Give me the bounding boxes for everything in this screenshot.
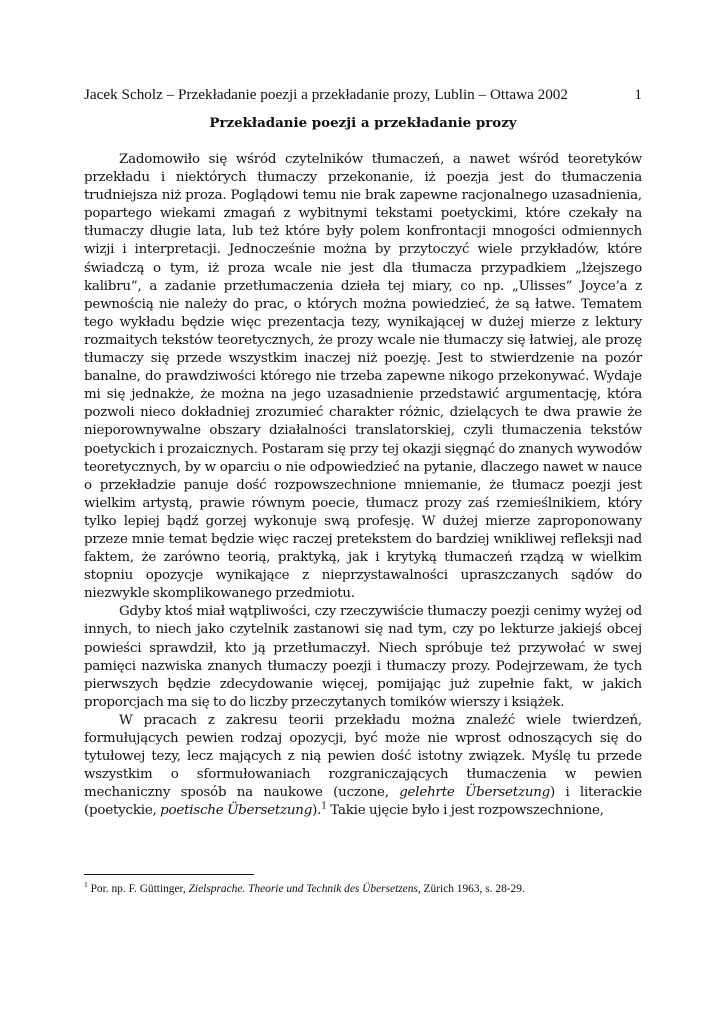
footnote-marker: 1 bbox=[84, 880, 88, 890]
term-poetische-ubersetzung: poetische Übersetzung bbox=[160, 803, 313, 819]
footnote-cited-title: Zielsprache. Theorie und Technik des Übersetzens bbox=[188, 883, 418, 895]
paragraph-3-close: ). bbox=[312, 803, 322, 819]
running-header bbox=[84, 85, 642, 104]
paragraph-1: Zadomowiło się wśród czytelników tłumaczeń, a nawet wśród teoretyków przekładu i niektórych tłumaczy przekonanie, iż poezja jest do tłumaczenia trudniejsza niż proza. Poglądowi temu nie brak zapewne racjonalnego uzasadnienia, popartego wiekami zmagań z wybitnymi tekstami poetyckimi, które czekały na tłumaczy długie lata, lub też które były polem konfrontacji mnogości odmiennych wizji i interpretacji. Jednocześnie można by przytoczyć wiele przykładów, które świadczą o tym, iż proza wcale nie jest dla tłumacza przypadkiem „lżejszego kalibru”, a zadanie przetłumaczenia dzieła tej miary, co np. „Ulisses” Joyce’a z pewnością nie należy do prac, o których można powiedzieć, że są łatwe. Tematem tego wykładu będzie więc prezentacja tezy, wynikającej w dużej mierze z lektury rozmaitych tekstów teoretycznych, że prozy wcale nie tłumaczy się łatwiej, ale prozę tłumaczy się przede wszystkim inaczej niż poezję. Jest to stwierdzenie na pozór banalne, do prawdziwości którego nie trzeba zapewne nikogo przekonywać. Wydaje mi się jednakże, że można na jego uzasadnienie przedstawić argumentację, która pozwoli nieco dokładniej zrozumieć charakter różnic, dzielących te dwa prawie że nieporownywalne obszary działalności translatorskiej, czyli tłumaczenia tekstów poetyckich i prozaicznych. Postaram się przy tej okazji sięgnąć do znanych wywodów teoretycznych, by w oparciu o nie odpowiedzieć na pytanie, dlaczego nawet w nauce o przekładzie panuje dość rozpowszechnione mniemanie, że tłumacz poezji jest wielkim artystą, prawie równym poecie, tłumacz prozy zaś rzemieślnikiem, który tylko lepiej bądź gorzej wykonuje swą profesję. W dużej mierze zaproponowany przeze mnie temat będzie więc raczej pretekstem do bardziej wnikliwej refleksji nad faktem, że zarówno teorią, praktyką, jak i krytyką tłumaczeń rządzą w wielkim stopniu opozycje wynikające z nieprzystawalności upraszczanych sądów do niezwykle skomplikowanego przedmiotu. bbox=[84, 152, 642, 602]
document-page bbox=[84, 85, 642, 820]
page-number: 1 bbox=[634, 86, 642, 103]
paragraph-3-text: W pracach z zakresu teorii przekładu można znaleźć wiele twierdzeń, formułujących pewien rodzaj opozycji, być może nie wprost odnoszących się do tytułowej tezy, lecz mających z nią pewien dość istotny związek. Myślę tu przede wszystkim o sformułowaniach rozgraniczających tłumaczenia w pewien mechaniczny sposób na naukowe (uczone, bbox=[84, 712, 642, 801]
paragraph-3 bbox=[84, 712, 642, 821]
footnote-prefix: Por. np. F. Güttinger, bbox=[87, 883, 189, 895]
footnote-reference[interactable]: 1 bbox=[321, 801, 327, 812]
term-gelehrte-ubersetzung: gelehrte Übersetzung bbox=[399, 785, 551, 801]
paragraph-3-text-end: Takie ujęcie było i jest rozpowszechnione, bbox=[326, 803, 604, 819]
paragraph-3-text-mid: ) i literackie (poetyckie, bbox=[84, 785, 642, 819]
paragraph-2: Gdyby ktoś miał wątpliwości, czy rzeczywiście tłumaczy poezji cenimy wyżej od innych, to niech jako czytelnik zastanowi się nad tym, czy po lekturze jakiejś obcej powieści sprawdził, kto ją przetłumaczył. Niech spróbuje też przywołać w swej pamięci nazwiska znanych tłumaczy poezji i tłumaczy prozy. Podejrzewam, że tych pierwszych będzie zdecydowanie więcej, pomijając już zupełnie fakt, w jakich proporcjach ma się to do liczby przeczytanych tomików wierszy i książek. bbox=[84, 604, 642, 710]
footnote bbox=[84, 882, 642, 896]
body-text bbox=[84, 151, 642, 820]
document-title: Przekładanie poezji a przekładanie prozy bbox=[209, 115, 517, 131]
running-title: Jacek Scholz – Przekładanie poezji a przekładanie prozy, Lublin – Ottawa 2002 bbox=[84, 86, 568, 103]
footnote-suffix: , Zürich 1963, s. 28-29. bbox=[417, 883, 525, 895]
footnote-separator bbox=[84, 874, 254, 875]
